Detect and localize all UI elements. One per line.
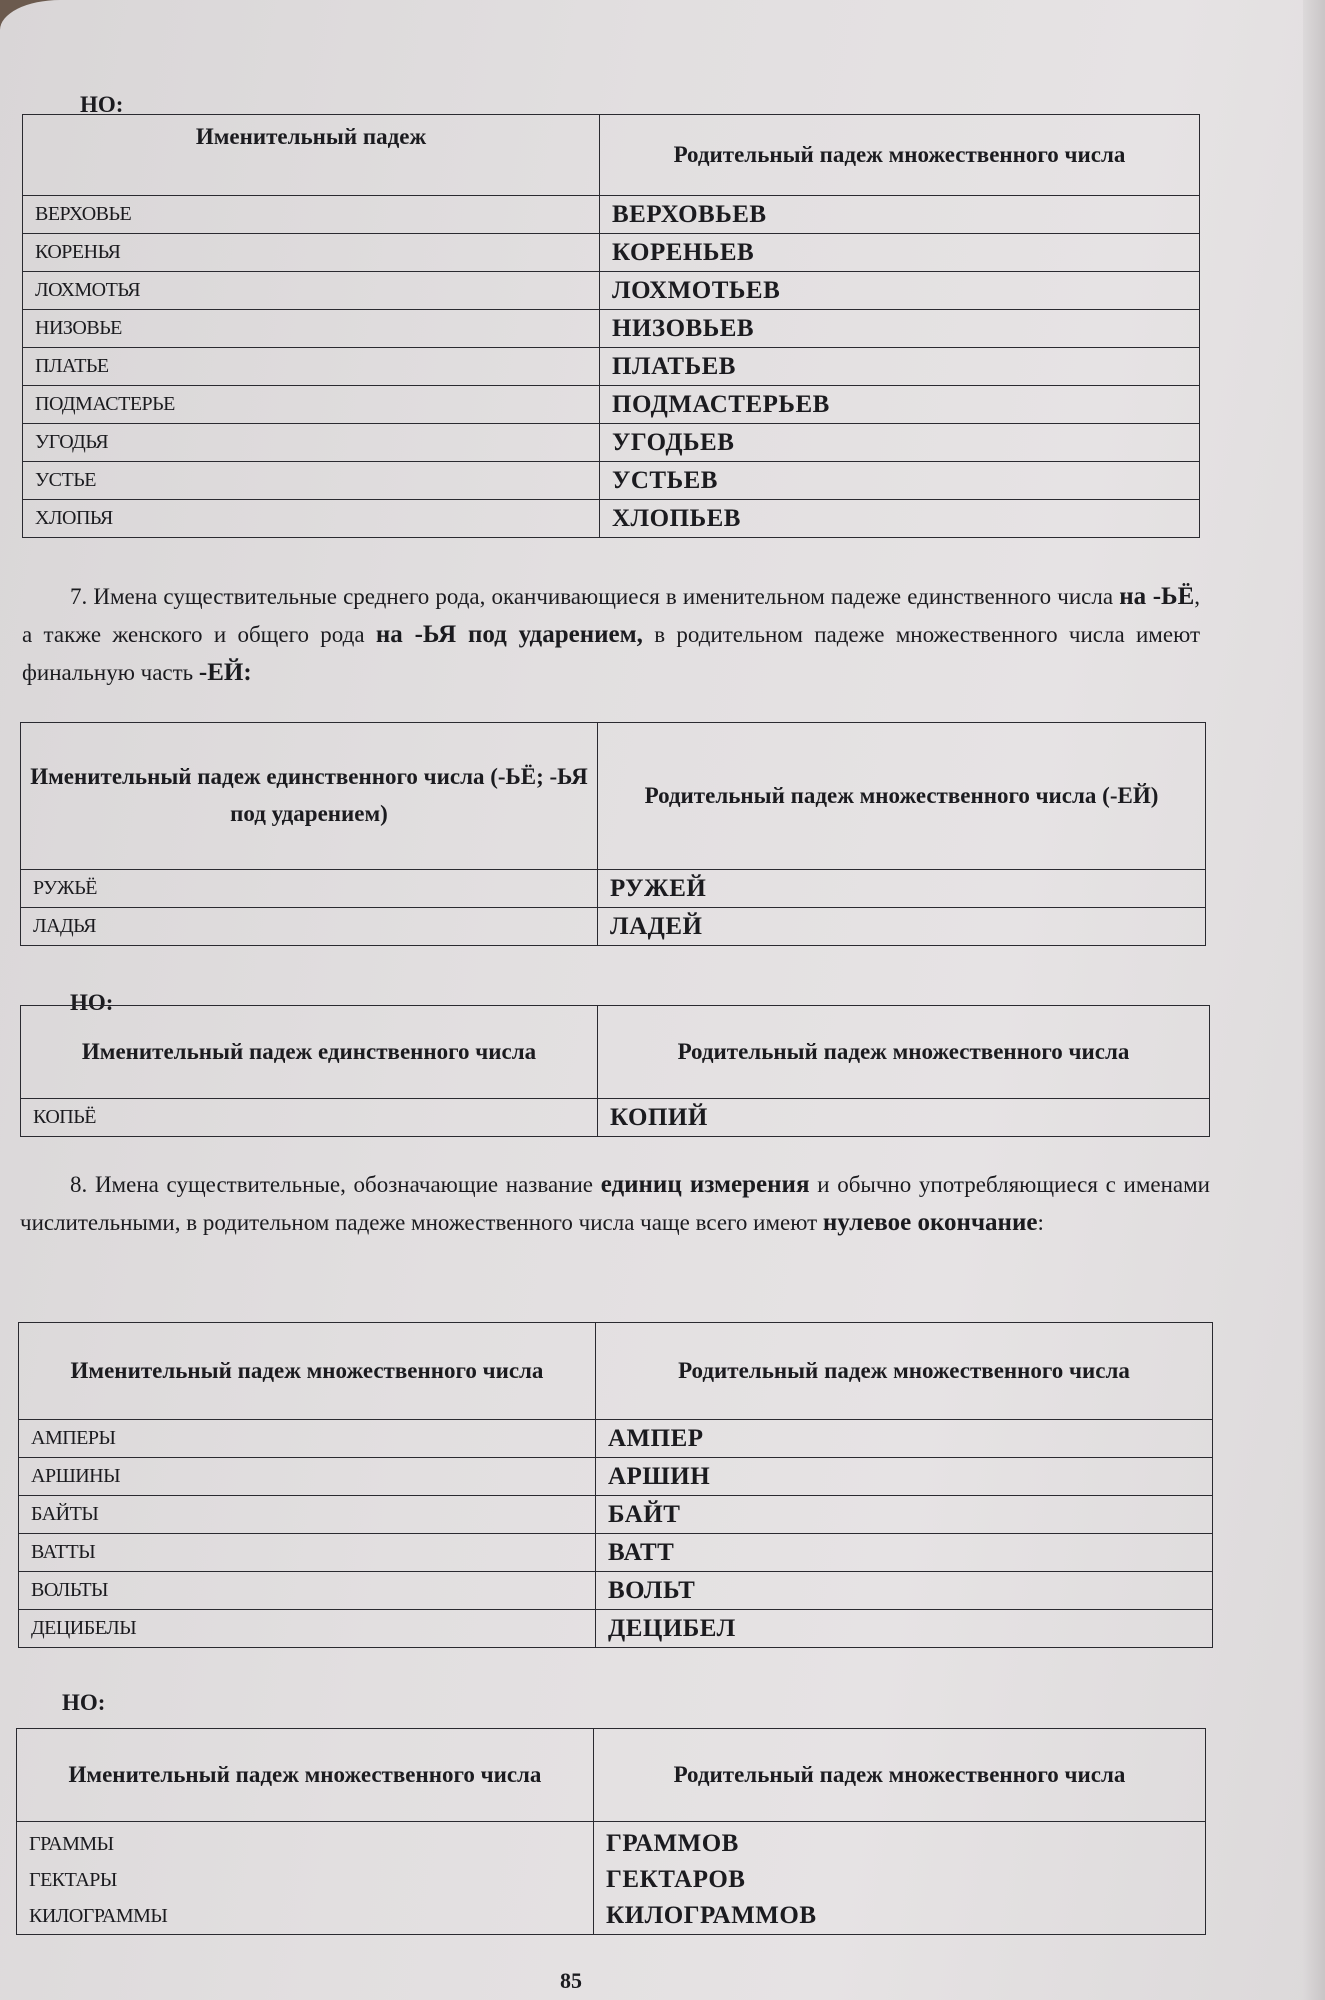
table-2-head-left: Именительный падеж единственного числа (-ЬЁ; -ЬЯ под ударением) (21, 723, 598, 870)
table-row (21, 870, 1206, 908)
list-item: КИЛОГРАММОВ (606, 1902, 817, 1929)
genitive-plural-cell: ЛОХМОТЬЕВ (600, 272, 1200, 310)
table-row (23, 386, 1200, 424)
table-row (23, 348, 1200, 386)
table-row (21, 1099, 1210, 1137)
nominative-cell: РУЖЬЁ (21, 870, 598, 908)
table-1-head-right: Родительный падеж множественного числа (600, 115, 1200, 196)
nominative-cell: НИЗОВЬЕ (23, 310, 600, 348)
p7-text-1: 7. Имена существительные среднего рода, оканчивающиеся в именительном падеже единственного числа (70, 584, 1114, 609)
no-label-3: НО: (70, 990, 114, 1015)
table-row (23, 234, 1200, 272)
genitive-plural-cell: УСТЬЕВ (600, 462, 1200, 500)
genitive-plural-cell: НИЗОВЬЕВ (600, 310, 1200, 348)
table-5-head-right: Родительный падеж множественного числа (594, 1729, 1206, 1822)
genitive-plural-cell: КОПИЙ (598, 1099, 1210, 1137)
p8-bold-2: нулевое окончание (822, 1209, 1038, 1236)
table-1 (22, 114, 1200, 538)
table-5-right-cell (594, 1822, 1206, 1935)
table-5 (16, 1728, 1206, 1935)
nominative-cell: КОРЕНЬЯ (23, 234, 600, 272)
table-row (23, 196, 1200, 234)
list-item: ГРАММЫ (29, 1833, 114, 1855)
table-3 (20, 1005, 1210, 1137)
genitive-plural-cell: РУЖЕЙ (598, 870, 1206, 908)
genitive-plural-cell: ВОЛЬТ (596, 1572, 1213, 1610)
table-1-head-left: Именительный падеж (23, 115, 600, 196)
genitive-plural-cell: ПЛАТЬЕВ (600, 348, 1200, 386)
table-row (19, 1572, 1213, 1610)
nominative-cell: УГОДЬЯ (23, 424, 600, 462)
table-3-head-right: Родительный падеж множественного числа (598, 1006, 1210, 1099)
nominative-cell: УСТЬЕ (23, 462, 600, 500)
genitive-plural-cell: УГОДЬЕВ (600, 424, 1200, 462)
genitive-plural-cell: ДЕЦИБЕЛ (596, 1610, 1213, 1648)
genitive-plural-cell: КОРЕНЬЕВ (600, 234, 1200, 272)
table-row (23, 310, 1200, 348)
p7-bold-1: на -ЬЁ (1119, 583, 1195, 610)
p7-text-3: в родительном падеже множественного числа имеют финальную часть (22, 622, 1200, 685)
table-1-body (23, 196, 1200, 538)
nominative-cell: ВАТТЫ (19, 1534, 596, 1572)
table-row (19, 1496, 1213, 1534)
paragraph-8 (20, 1166, 1210, 1242)
genitive-plural-cell: БАЙТ (596, 1496, 1213, 1534)
nominative-cell: ХЛОПЬЯ (23, 500, 600, 538)
p7-bold-3: -ЕЙ: (198, 659, 252, 686)
nominative-cell: КОПЬЁ (21, 1099, 598, 1137)
genitive-plural-cell: АМПЕР (596, 1420, 1213, 1458)
no-label-5: НО: (62, 1690, 106, 1715)
table-4 (18, 1322, 1213, 1648)
nominative-cell: БАЙТЫ (19, 1496, 596, 1534)
no-label-1: НО: (80, 92, 124, 117)
table-row (19, 1420, 1213, 1458)
table-row (21, 908, 1206, 946)
p8-text-2: и обычно употребляющиеся с именами числительными, в родительном падеже множественного числа чаще всего имеют (20, 1172, 1210, 1235)
nominative-cell: ЛОХМОТЬЯ (23, 272, 600, 310)
nominative-cell: ВЕРХОВЬЕ (23, 196, 600, 234)
nominative-cell: АМПЕРЫ (19, 1420, 596, 1458)
table-2-head-right: Родительный падеж множественного числа (-ЕЙ) (598, 723, 1206, 870)
list-item: ГРАММОВ (606, 1830, 739, 1857)
p7-text-2: , а также женского и общего рода (22, 584, 1201, 647)
page-edge (1303, 0, 1325, 2000)
table-4-body (19, 1420, 1213, 1648)
table-4-head-right: Родительный падеж множественного числа (596, 1323, 1213, 1420)
table-4-head-left: Именительный падеж множественного числа (19, 1323, 596, 1420)
table-5-head-left: Именительный падеж множественного числа (17, 1729, 594, 1822)
nominative-cell: ПОДМАСТЕРЬЕ (23, 386, 600, 424)
nominative-cell: ДЕЦИБЕЛЫ (19, 1610, 596, 1648)
paragraph-7 (22, 578, 1200, 692)
table-row (23, 462, 1200, 500)
table-2-body (21, 870, 1206, 946)
table-5-left-cell (17, 1822, 594, 1935)
page-number: 85 (560, 1968, 582, 1993)
genitive-plural-cell: ХЛОПЬЕВ (600, 500, 1200, 538)
list-item: ГЕКТАРЫ (29, 1869, 117, 1891)
table-2 (20, 722, 1206, 946)
table-3-head-left: Именительный падеж единственного числа (21, 1006, 598, 1099)
nominative-cell: АРШИНЫ (19, 1458, 596, 1496)
genitive-plural-cell: ПОДМАСТЕРЬЕВ (600, 386, 1200, 424)
p8-text-3: : (1037, 1210, 1044, 1235)
p8-bold-1: единиц измерения (600, 1171, 810, 1198)
p7-bold-2: на -ЬЯ под ударением, (375, 621, 643, 648)
table-row (17, 1822, 1206, 1935)
table-row (19, 1534, 1213, 1572)
table-row (23, 424, 1200, 462)
nominative-cell: ПЛАТЬЕ (23, 348, 600, 386)
table-row (19, 1458, 1213, 1496)
genitive-plural-cell: ВАТТ (596, 1534, 1213, 1572)
nominative-cell: ЛАДЬЯ (21, 908, 598, 946)
table-row (23, 500, 1200, 538)
table-row (19, 1610, 1213, 1648)
list-item: КИЛОГРАММЫ (29, 1905, 168, 1927)
table-3-body (21, 1099, 1210, 1137)
nominative-cell: ВОЛЬТЫ (19, 1572, 596, 1610)
genitive-plural-cell: АРШИН (596, 1458, 1213, 1496)
p8-text-1: 8. Имена существительные, обозначающие название (70, 1172, 593, 1197)
genitive-plural-cell: ВЕРХОВЬЕВ (600, 196, 1200, 234)
list-item: ГЕКТАРОВ (606, 1866, 746, 1893)
genitive-plural-cell: ЛАДЕЙ (598, 908, 1206, 946)
table-row (23, 272, 1200, 310)
